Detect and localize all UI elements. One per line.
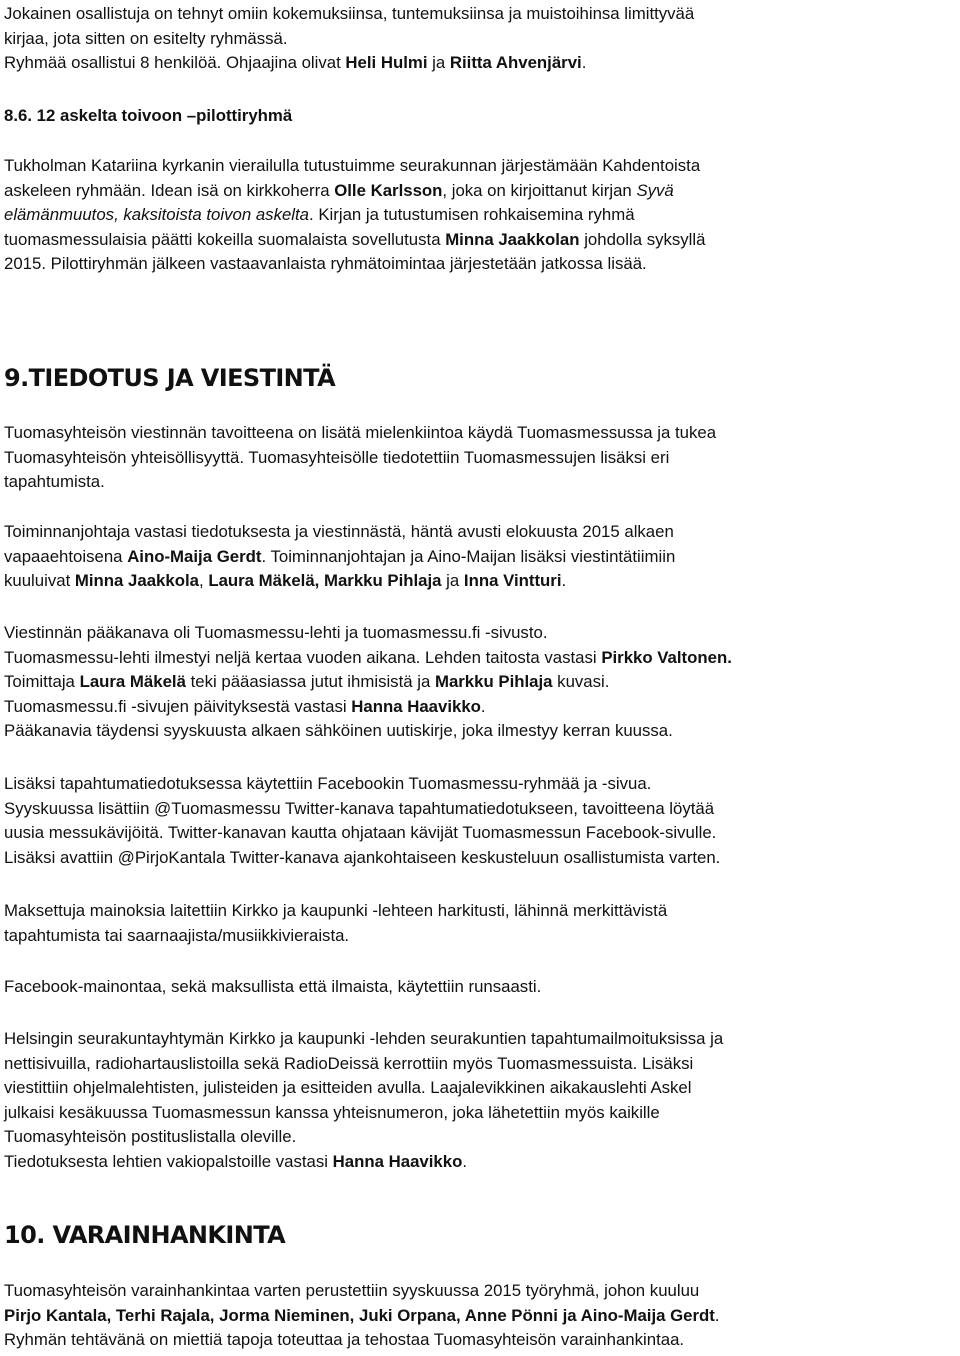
leader-name: Heli Hulmi	[345, 53, 428, 73]
section-heading: 9.TIEDOTUS JA VIESTINTÄ	[4, 364, 336, 392]
paragraph-line: Tuomasyhteisön yhteisöllisyyttä. Tuomasyhteisölle tiedotettiin Tuomasmessujen lisäksi eri	[4, 447, 670, 467]
paragraph-line: Toiminnanjohtaja vastasi tiedotuksesta ja viestinnästä, häntä avusti elokuusta 2015 alkaen	[4, 522, 674, 541]
section-9-heading-block	[4, 363, 954, 393]
paragraph-line: Lisäksi tapahtumatiedotuksessa käytettiin Facebookin Tuomasmessu-ryhmää ja -sivua.	[4, 774, 652, 793]
paragraph-line: askeleen ryhmään. Idean isä on kirkkoherra Olle Karlsson, joka on kirjoittanut kirjan Syvä	[4, 180, 674, 200]
paragraph-line: Tuomasmessu-lehti ilmestyi neljä kertaa vuoden aikana. Lehden taitosta vastasi Pirkko Valtonen.	[4, 647, 732, 667]
section-9-paragraph-1	[4, 421, 954, 495]
paragraph-line: julkaisi kesäkuussa Tuomasmessun kanssa yhteisnumeron, joka lähetettiin myös kaikille	[4, 1102, 660, 1122]
paragraph-line: Viestinnän pääkanava oli Tuomasmessu-lehti ja tuomasmessu.fi -sivusto.	[4, 623, 548, 642]
section-9-paragraph-5	[4, 899, 954, 948]
section-10-paragraph	[4, 1279, 954, 1353]
paragraph-line: Facebook-mainontaa, sekä maksullista että ilmaista, käytettiin runsaasti.	[4, 977, 542, 996]
section-9-paragraph-2	[4, 520, 954, 594]
paragraph-line: vapaaehtoisena Aino-Maija Gerdt. Toiminnanjohtajan ja Aino-Maijan lisäksi viestintätiimiin	[4, 546, 676, 566]
paragraph-line: Tuomasyhteisön varainhankintaa varten perustettiin syyskuussa 2015 työryhmä, johon kuuluu	[4, 1281, 700, 1300]
intro-line-1: Jokainen osallistuja on tehnyt omiin kokemuksiinsa, tuntemuksiinsa ja muistoihinsa limittyvää	[4, 4, 695, 23]
intro-line-2: kirjaa, jota sitten on esitelty ryhmässä.	[4, 28, 288, 48]
leader-name: Riitta Ahvenjärvi	[449, 53, 582, 73]
section-9-paragraph-3	[4, 621, 954, 744]
paragraph-line: Helsingin seurakuntayhtymän Kirkko ja kaupunki -lehden seurakuntien tapahtumailmoituksissa ja	[4, 1029, 724, 1048]
paragraph-line: Tuomasyhteisön viestinnän tavoitteena on lisätä mielenkiintoa käydä Tuomasmessussa ja tukea	[4, 423, 717, 442]
section-8-6-paragraph	[4, 154, 954, 277]
section-heading: 10. VARAINHANKINTA	[4, 1221, 286, 1249]
paragraph-line: kuuluivat Minna Jaakkola, Laura Mäkelä, Markku Pihlaja ja Inna Vintturi.	[4, 571, 567, 591]
paragraph-line: Tiedotuksesta lehtien vakiopalstoille vastasi Hanna Haavikko.	[4, 1151, 467, 1171]
paragraph-line: tapahtumista tai saarnaajista/musiikkivieraista.	[4, 925, 350, 945]
section-9-paragraph-4	[4, 772, 954, 870]
paragraph-line: Ryhmän tehtävänä on miettiä tapoja toteuttaa ja tehostaa Tuomasyhteisön varainhankintaa.	[4, 1330, 685, 1350]
paragraph-line: viestittiin ohjelmalehtisten, julisteiden ja esitteiden avulla. Laajalevikkinen aikakauslehti Askel	[4, 1078, 692, 1098]
paragraph-line: Tukholman Katariina kyrkanin vierailulla tutustuimme seurakunnan järjestämään Kahdentoista	[4, 156, 701, 175]
paragraph-line: Syyskuussa lisättiin @Tuomasmessu Twitter-kanava tapahtumatiedotukseen, tavoitteena löytää	[4, 798, 715, 818]
paragraph-line: Maksettuja mainoksia laitettiin Kirkko ja kaupunki -lehteen harkitusti, lähinnä merkittävistä	[4, 901, 668, 920]
intro-line-3: Ryhmää osallistui 8 henkilöä. Ohjaajina olivat Heli Hulmi ja Riitta Ahvenjärvi.	[4, 53, 587, 73]
section-9-paragraph-7	[4, 1027, 954, 1175]
section-10-heading-block	[4, 1220, 954, 1250]
paragraph-line: uusia messukävijöitä. Twitter-kanavan kautta ohjataan kävijät Tuomasmessun Facebook-sivulle.	[4, 823, 717, 843]
section-8-6-heading-block	[4, 104, 954, 129]
paragraph-line: 2015. Pilottiryhmän jälkeen vastaavanlaista ryhmätoimintaa järjestetään jatkossa lisää.	[4, 254, 647, 274]
paragraph-line: tapahtumista.	[4, 472, 105, 492]
paragraph-line: tuomasmessulaisia päätti kokeilla suomalaista sovellutusta Minna Jaakkolan johdolla syksyllä	[4, 229, 706, 249]
paragraph-line: Toimittaja Laura Mäkelä teki pääasiassa jutut ihmisistä ja Markku Pihlaja kuvasi.	[4, 672, 610, 692]
paragraph-line: elämänmuutos, kaksitoista toivon askelta. Kirjan ja tutustumisen rohkaisemina ryhmä	[4, 205, 635, 225]
paragraph-line: Pääkanavia täydensi syyskuusta alkaen sähköinen uutiskirje, joka ilmestyy kerran kuussa.	[4, 721, 673, 741]
section-heading: 8.6. 12 askelta toivoon –pilottiryhmä	[4, 106, 293, 125]
section-9-paragraph-6	[4, 975, 954, 1000]
paragraph-line: Lisäksi avattiin @PirjoKantala Twitter-kanava ajankohtaiseen keskusteluun osallistumista varten.	[4, 847, 721, 867]
paragraph-line: Tuomasmessu.fi -sivujen päivityksestä vastasi Hanna Haavikko.	[4, 696, 486, 716]
paragraph-line: Pirjo Kantala, Terhi Rajala, Jorma Nieminen, Juki Orpana, Anne Pönni ja Aino-Maija Gerdt.	[4, 1305, 720, 1325]
intro-paragraph	[4, 2, 954, 76]
paragraph-line: Tuomasyhteisön postituslistalla oleville.	[4, 1127, 297, 1147]
paragraph-line: nettisivuilla, radiohartauslistoilla sekä RadioDeissä kerrottiin myös Tuomasmessuista. Lisäksi	[4, 1053, 694, 1073]
